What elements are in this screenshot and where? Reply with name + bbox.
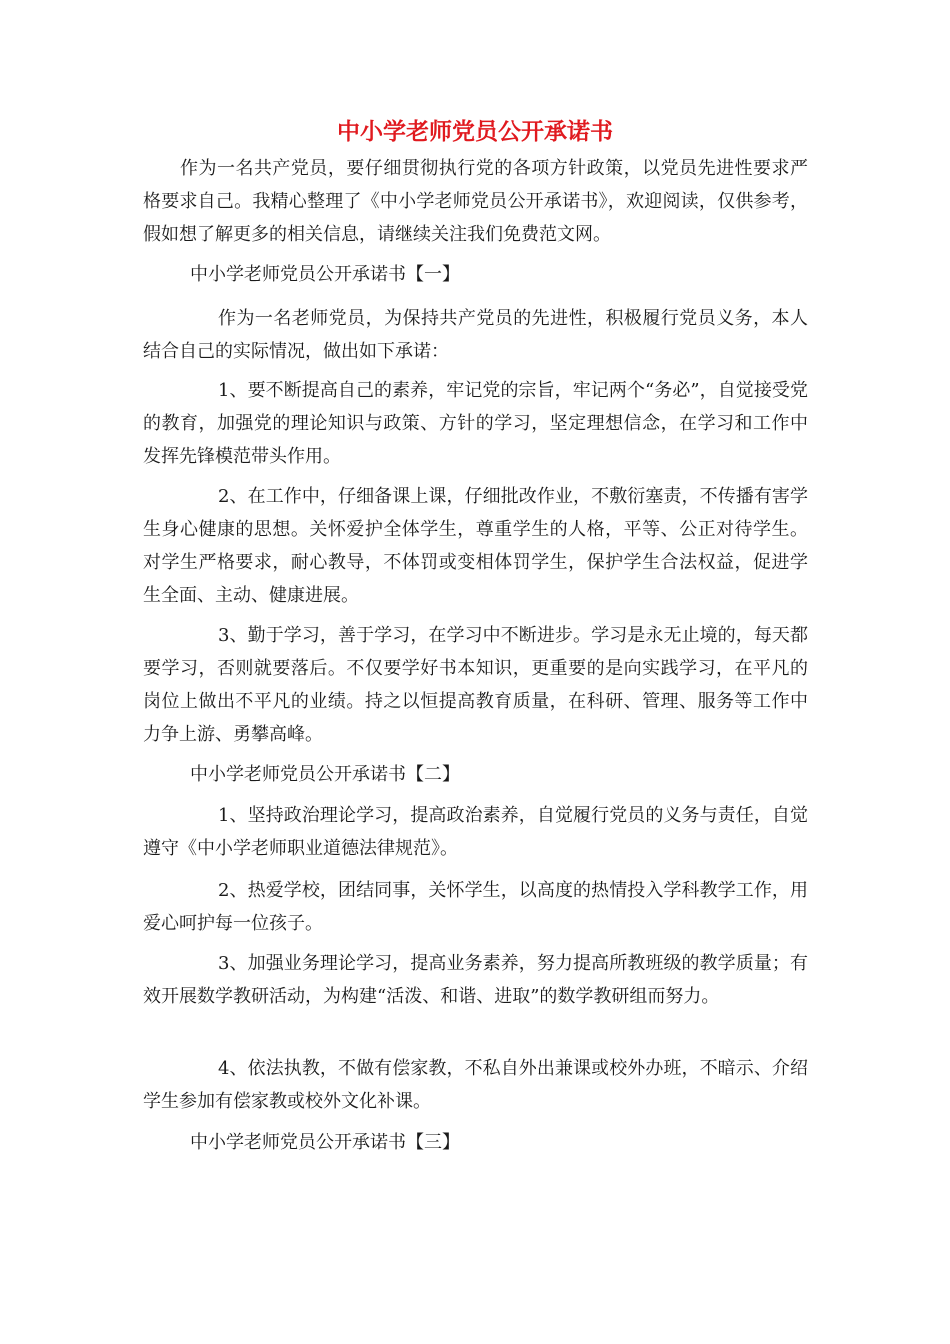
intro-paragraph: 作为一名共产党员，要仔细贯彻执行党的各项方针政策，以党员先进性要求严格要求自己。我精心整理了《中小学老师党员公开承诺书》，欢迎阅读，仅供参考，假如想了解更多的相关信息，请继续关注我们免费范文网。 xyxy=(143,158,808,245)
section-2-item-4: 4、依法执教，不做有偿家教，不私自外出兼课或校外办班，不暗示、介绍学生参加有偿家教或校外文化补课。 xyxy=(143,1058,808,1112)
section-1-lead: 作为一名老师党员，为保持共产党员的先进性，积极履行党员义务，本人结合自己的实际情况，做出如下承诺： xyxy=(143,308,808,362)
section-2-heading: 中小学老师党员公开承诺书【二】 xyxy=(190,764,460,785)
section-1-item-2: 2、在工作中，仔细备课上课，仔细批改作业，不敷衍塞责，不传播有害学生身心健康的思想。关怀爱护全体学生，尊重学生的人格，平等、公正对待学生。对学生严格要求，耐心教导，不体罚或变相体罚学生，保护学生合法权益，促进学生全面、主动、健康进展。 xyxy=(143,486,808,606)
section-1-item-3: 3、勤于学习，善于学习，在学习中不断进步。学习是永无止境的，每天都要学习，否则就要落后。不仅要学好书本知识，更重要的是向实践学习，在平凡的岗位上做出不平凡的业绩。持之以恒提高教育质量，在科研、管理、服务等工作中力争上游、勇攀高峰。 xyxy=(143,625,808,745)
section-1-item-1: 1、要不断提高自己的素养，牢记党的宗旨，牢记两个“务必”，自觉接受党的教育，加强党的理论知识与政策、方针的学习，坚定理想信念，在学习和工作中发挥先锋模范带头作用。 xyxy=(143,380,808,467)
section-2-item-2: 2、热爱学校，团结同事，关怀学生，以高度的热情投入学科教学工作，用爱心呵护每一位孩子。 xyxy=(143,880,808,934)
section-3-heading: 中小学老师党员公开承诺书【三】 xyxy=(190,1132,460,1153)
section-2-item-1: 1、坚持政治理论学习，提高政治素养，自觉履行党员的义务与责任，自觉遵守《中小学老师职业道德法律规范》。 xyxy=(143,805,808,859)
document-title: 中小学老师党员公开承诺书 xyxy=(337,119,613,145)
section-2-item-3: 3、加强业务理论学习，提高业务素养，努力提高所教班级的教学质量；有效开展数学教研活动，为构建“活泼、和谐、进取”的数学教研组而努力。 xyxy=(143,953,808,1007)
section-1-heading: 中小学老师党员公开承诺书【一】 xyxy=(190,264,460,285)
